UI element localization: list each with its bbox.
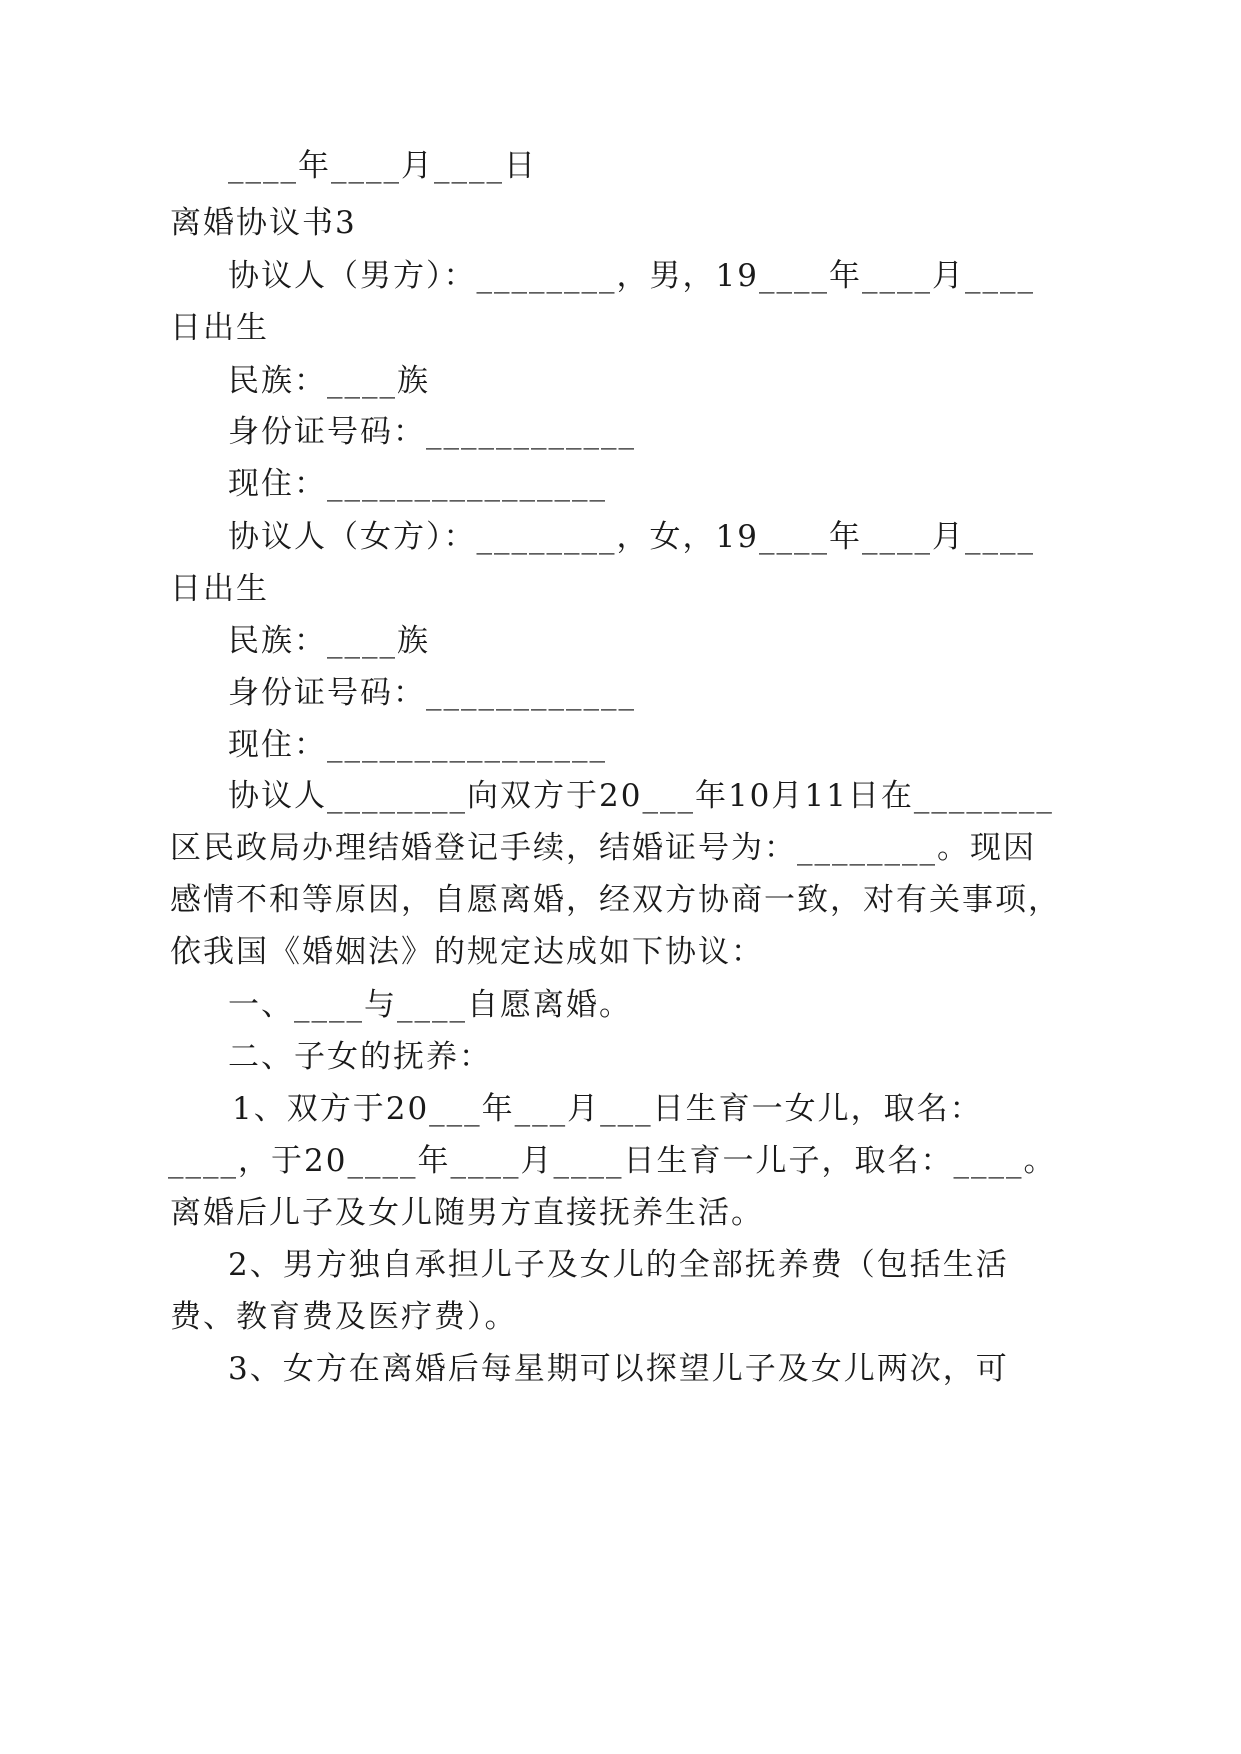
female-ethnicity-line: 民族：____族 (228, 623, 430, 659)
clause-two-item-1-cont: 离婚后儿子及女儿随男方直接抚养生活。 (170, 1195, 764, 1231)
clause-two-item-1: 1、双方于20___年___月___日生育一女儿，取名： (232, 1091, 983, 1127)
clause-two-item-3: 3、女方在离婚后每星期可以探望儿子及女儿两次，可 (228, 1351, 1009, 1387)
paragraph-line: 依我国《婚姻法》的规定达成如下协议： (170, 934, 764, 970)
male-address-line: 现住：________________ (228, 466, 607, 502)
clause-one: 一、____与____自愿离婚。 (228, 987, 632, 1023)
paragraph-line: 感情不和等原因，自愿离婚，经双方协商一致，对有关事项， (170, 882, 1061, 918)
document-title: 离婚协议书3 (170, 205, 357, 241)
clause-two-item-2: 2、男方独自承担儿子及女儿的全部抚养费（包括生活 (228, 1247, 1009, 1283)
male-id-line: 身份证号码：____________ (228, 414, 636, 450)
clause-two-item-2-cont: 费、教育费及医疗费）。 (170, 1299, 518, 1335)
date-line: ____年____月____日 (228, 148, 537, 184)
male-birth-line: 日出生 (170, 310, 269, 346)
clause-two-heading: 二、子女的抚养： (228, 1039, 492, 1075)
clause-two-item-1-cont: ____，于20____年____月____日生育一儿子，取名：____。 (168, 1143, 1057, 1179)
paragraph-line: 协议人________向双方于20___年10月11日在________ (228, 778, 1054, 814)
female-address-line: 现住：________________ (228, 727, 607, 763)
paragraph-line: 区民政局办理结婚登记手续，结婚证号为：________。现因 (170, 830, 1036, 866)
male-ethnicity-line: 民族：____族 (228, 363, 430, 399)
female-birth-line: 日出生 (170, 571, 269, 607)
female-id-line: 身份证号码：____________ (228, 675, 636, 711)
male-party-line: 协议人（男方）：________，男，19____年____月____ (228, 258, 1035, 294)
female-party-line: 协议人（女方）：________，女，19____年____月____ (228, 519, 1035, 555)
